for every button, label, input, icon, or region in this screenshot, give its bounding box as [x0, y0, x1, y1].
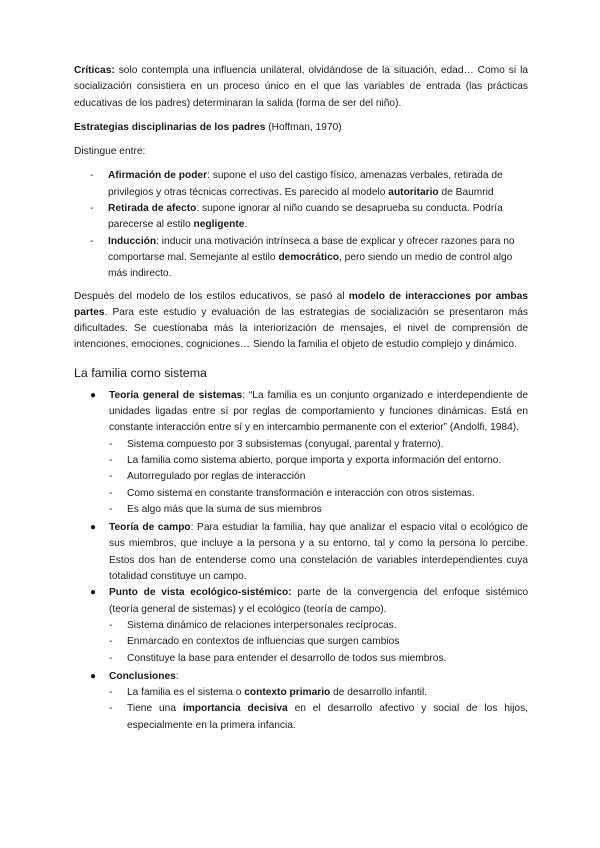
list-item	[74, 234, 528, 283]
criticas-text: solo contempla una influencia unilateral, olvidándose de la situación, edad… Como si la socialización consistiera en un proceso único en el que las variables de entrada (las prácticas educativas de los padres) determinaran la salida (forma de ser del niño).	[74, 65, 528, 109]
subitem-text-end: en el desarrollo afectivo y social de los hijos, especialmente en la primera infancia.	[127, 703, 529, 731]
familia-list	[74, 388, 528, 437]
familia-list-2	[74, 520, 528, 618]
subitem-bold: importancia decisiva	[182, 703, 288, 715]
subitem-bold: contexto primario	[244, 687, 331, 699]
item-label: Retirada de afecto	[108, 203, 197, 215]
subitem-text: Como sistema en constante transformación e interacción con otros sistemas.	[127, 487, 475, 499]
criticas-paragraph	[74, 63, 528, 112]
teoria-general-sublist	[74, 437, 528, 518]
dash-marker: -	[109, 487, 113, 499]
dash-marker: -	[109, 652, 113, 664]
subitem-text: Es algo más que la suma de sus miembros	[127, 503, 322, 515]
estrategias-heading	[74, 120, 528, 136]
despues-bold: modelo de interacciones por ambas partes	[74, 290, 528, 318]
item-text: : Para estudiar la familia, hay que analizar el espacio vital o ecológico de sus miembros, que incluye a la persona y a su entorno, tal y como la persona lo percibe. Estos dos han de entenderse como una constelación de variables interdependientes cuya totalidad constituye un campo.	[109, 522, 528, 583]
item-text: :	[175, 670, 179, 682]
list-item	[74, 520, 528, 585]
bullet-marker: ●	[90, 587, 97, 599]
item-label: Conclusiones	[109, 670, 176, 682]
dash-marker: -	[90, 203, 94, 215]
dash-marker: -	[109, 687, 113, 699]
estrategias-intro: Distingue entre:	[74, 146, 146, 158]
dash-marker: -	[90, 170, 94, 182]
list-item	[74, 486, 528, 502]
subitem-text: La familia es el sistema o	[127, 687, 245, 699]
list-item	[74, 618, 528, 634]
list-item	[74, 585, 528, 618]
item-label: Punto de vista ecológico-sistémico:	[109, 587, 292, 599]
conclusiones-sublist	[74, 685, 528, 734]
punto-vista-sublist	[74, 618, 528, 667]
subitem-text: Enmarcado en contextos de influencias que surgen cambios	[127, 636, 400, 648]
list-item	[74, 701, 528, 734]
list-item	[74, 634, 528, 650]
item-text: : supone el uso del castigo físico, amenazas verbales, retirada de privilegios y otras técnicas correctivas. Es parecido al modelo	[108, 170, 503, 198]
dash-marker: -	[90, 235, 94, 247]
list-item	[74, 168, 528, 201]
estrategias-list	[74, 168, 528, 282]
item-bold: democrático	[278, 251, 340, 263]
list-item	[74, 502, 528, 518]
subitem-text-end: de desarrollo infantil.	[330, 687, 428, 699]
item-text-end: , pero siendo un medio de control algo más indirecto.	[108, 251, 513, 280]
bullet-marker: ●	[90, 522, 97, 534]
subitem-text: Sistema dinámico de relaciones interpersonales recíprocas.	[127, 619, 397, 631]
dash-marker: -	[109, 471, 113, 483]
list-item	[74, 437, 528, 453]
subitem-text: La familia como sistema abierto, porque importa y exporta información del entorno.	[127, 454, 502, 466]
list-item	[74, 453, 528, 469]
despues-text-end: . Para este estudio y evaluación de las estrategias de socialización se presentaron más dificultades. Se cuestionaba más la interiorización de mensajes, el nivel de comprensión de intenciones, emociones, cogniciones… Siendo la familia el objeto de estudio complejo y dinámico.	[74, 306, 528, 351]
item-text-end: .	[244, 219, 248, 231]
item-label: Teoría general de sistemas	[109, 389, 243, 401]
item-bold: negligente	[193, 219, 245, 231]
subitem-text: Constituye la base para entender el desarrollo de todos sus miembros.	[127, 652, 447, 664]
list-item	[74, 685, 528, 701]
estrategias-citation: (Hoffman, 1970)	[265, 121, 342, 133]
item-label: Inducción	[108, 235, 157, 247]
list-item	[74, 669, 528, 685]
subitem-text: Autorregulado por reglas de interacción	[127, 471, 306, 483]
familia-list-3	[74, 669, 528, 685]
dash-marker: -	[109, 619, 113, 631]
despues-paragraph	[74, 289, 528, 354]
dash-marker: -	[109, 703, 113, 715]
subitem-text: Tiene una	[127, 703, 183, 715]
item-text-end: de Baumrid	[438, 186, 494, 198]
subitem-text: Sistema compuesto por 3 subsistemas (conyugal, parental y fraterno).	[127, 438, 444, 450]
dash-marker: -	[109, 636, 113, 648]
item-text: : supone ignorar al niño cuando se desaprueba su conducta. Podría parecerse al estilo	[108, 203, 503, 231]
dash-marker: -	[109, 454, 113, 466]
item-text: parte de la convergencia del enfoque sistémico (teoría general de sistemas) y el ecológico (teoría de campo).	[109, 587, 528, 615]
section-title: La familia como sistema	[74, 365, 207, 380]
item-text: : “La familia es un conjunto organizado e interdependiente de unidades ligadas entre sí por reglas de comportamiento y funciones dinámicas. Está en constante interacción entre sí y en intercambio permanente con el exterior” (Andolfi, 1984).	[109, 389, 528, 434]
estrategias-title: Estrategias disciplinarias de los padres	[74, 121, 266, 133]
item-bold: autoritario	[388, 186, 439, 198]
item-text: : inducir una motivación intrínseca a base de explicar y ofrecer razones para no comportarse mal. Semejante al estilo	[108, 235, 515, 263]
list-item	[74, 651, 528, 667]
bullet-marker: ●	[90, 670, 97, 682]
criticas-label: Críticas:	[74, 65, 115, 76]
despues-text: Después del modelo de los estilos educativos, se pasó al	[74, 290, 349, 302]
dash-marker: -	[109, 503, 113, 515]
bullet-marker: ●	[90, 389, 97, 401]
list-item	[74, 201, 528, 234]
list-item	[74, 469, 528, 485]
item-label: Afirmación de poder	[108, 170, 208, 182]
list-item	[74, 388, 528, 437]
item-label: Teoría de campo	[109, 522, 191, 534]
dash-marker: -	[109, 438, 113, 450]
